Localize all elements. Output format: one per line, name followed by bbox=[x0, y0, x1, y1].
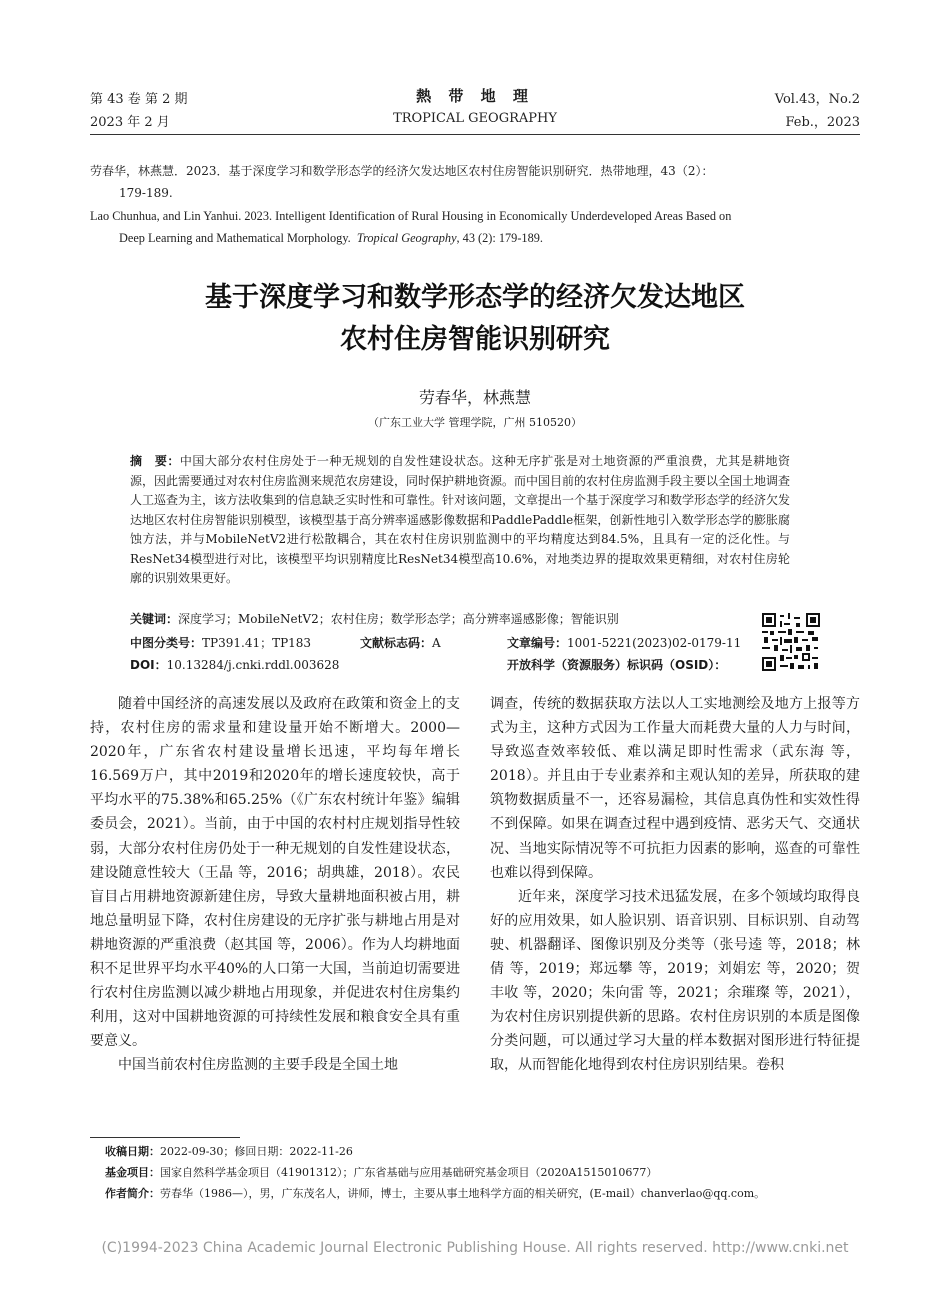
body-paragraph: 调查，传统的数据获取方法以人工实地测绘及地方上报等方式为主，这种方式因为工作量大而耗费大量的人力与时间，导致巡查效率较低、难以满足即时性需求（武东海 等，2018）。并且由于专业素养和主观认知的差异，所获取的建筑物数据质量不一，还容易漏检，其信息真伪性和实效性得不到保障。如果在调查过程中遇到疫情、恶劣天气、交通状况、当地实际情况等不可抗拒力因素的影响，巡查的可靠性也难以得到保障。 bbox=[490, 696, 860, 881]
citation-en-line1: Lao Chunhua, and Lin Yanhui. 2023. Intelligent Identification of Rural Housing in Economically Underdeveloped Areas Based on bbox=[90, 209, 732, 223]
issue-date-en: Feb.，2023 bbox=[785, 115, 860, 130]
fund-label: 基金项目： bbox=[105, 1166, 160, 1179]
keywords-text: 深度学习；MobileNetV2；农村住房；数学形态学；高分辨率遥感影像；智能识别 bbox=[178, 612, 619, 626]
clc-label: 中图分类号： bbox=[130, 636, 203, 650]
citation-zh-line1: 劳春华，林燕慧．2023．基于深度学习和数学形态学的经济欠发达地区农村住房智能识别研究．热带地理，43（2）： bbox=[90, 164, 714, 178]
copyright-notice: (C)1994-2023 China Academic Journal Electronic Publishing House. All rights reserved. http://www.cnki.net bbox=[101, 1240, 849, 1256]
body-paragraph: 中国当前农村住房监测的主要手段是全国土地 bbox=[118, 1057, 398, 1074]
footnote-fund bbox=[105, 1163, 865, 1183]
author-bio-label: 作者简介： bbox=[105, 1187, 160, 1200]
abstract bbox=[130, 452, 790, 589]
volume-issue-en: Vol.43，No.2 bbox=[774, 92, 860, 107]
volume-issue: 第 43 卷 第 2 期 bbox=[90, 92, 188, 107]
citation-zh-line2: 179-189. bbox=[119, 186, 173, 200]
paper-title-line2: 农村住房智能识别研究 bbox=[340, 324, 610, 355]
keywords-label: 关键词： bbox=[130, 612, 179, 626]
fund-text: 国家自然科学基金项目（41901312）；广东省基础与应用基础研究基金项目（2020A1515010677） bbox=[160, 1166, 658, 1179]
abstract-text: 中国大部分农村住房处于一种无规划的自发性建设状态。这种无序扩张是对土地资源的严重浪费，尤其是耕地资源，因此需要通过对农村住房监测来规范农房建设，同时保护耕地资源。而中国目前的农村住房监测手段主要以全国土地调查人工巡查为主，该方法收集到的信息缺乏实时性和可靠性。针对该问题，文章提出一个基于深度学习和数学形态学的经济欠发达地区农村住房智能识别模型，该模型基于高分辨率遥感影像数据和PaddlePaddle框架，创新性地引入数学形态学的膨胀腐蚀方法，并与MobileNetV2进行松散耦合，其在农村住房识别监测中的平均精度达到84.5%，且具有一定的泛化性。与ResNet34模型进行对比，该模型平均识别精度比ResNet34模型高10.6%，对地类边界的提取效果更精细，对农村住房轮廓的识别效果更好。 bbox=[130, 454, 791, 585]
doc-code-value: A bbox=[432, 636, 441, 650]
body-left-column bbox=[90, 692, 460, 1078]
article-number-label: 文章编号： bbox=[507, 636, 568, 650]
journal-name-cn: 熱 带 地 理 bbox=[416, 87, 534, 105]
received-label: 收稿日期： bbox=[105, 1145, 160, 1158]
body-right-column bbox=[490, 692, 860, 1078]
paper-title-line1: 基于深度学习和数学形态学的经济欠发达地区 bbox=[205, 282, 745, 313]
citation-en-title-end: Deep Learning and Mathematical Morphology. bbox=[119, 231, 351, 245]
abstract-label: 摘 要： bbox=[130, 454, 180, 468]
header-rule bbox=[90, 134, 860, 135]
doi-label: DOI： bbox=[130, 658, 167, 672]
journal-name-en: TROPICAL GEOGRAPHY bbox=[393, 111, 557, 126]
doc-code-label: 文献标志码： bbox=[360, 636, 433, 650]
author-bio-text: 劳春华（1986—），男，广东茂名人，讲师，博士，主要从事土地科学方面的相关研究，(E-mail）chanverlao@qq.com。 bbox=[160, 1187, 766, 1200]
article-number-value: 1001-5221(2023)02-0179-11 bbox=[567, 636, 742, 650]
qr-code-icon[interactable] bbox=[762, 613, 820, 671]
osid-label: 开放科学（资源服务）标识码（OSID）： bbox=[507, 658, 727, 672]
keywords bbox=[130, 610, 760, 630]
article-number bbox=[507, 634, 741, 654]
doc-code bbox=[360, 634, 441, 654]
clc-number bbox=[130, 634, 311, 654]
received-text: 2022-09-30；修回日期：2022-11-26 bbox=[160, 1145, 353, 1158]
footnote-received bbox=[105, 1142, 865, 1162]
clc-value: TP391.41；TP183 bbox=[202, 636, 312, 650]
citation-en-pages: , 43 (2): 179-189. bbox=[456, 231, 543, 245]
body-paragraph: 随着中国经济的高速发展以及政府在政策和资金上的支持，农村住房的需求量和建设量开始不断增大。2000—2020年，广东省农村建设量增长迅速，平均每年增长16.569万户，其中2019和2020年的增长速度较快，高于平均水平的75.38%和65.25%（《广东农村统计年鉴》编辑委员会，2021）。当前，由于中国的农村村庄规划指导性较弱，大部分农村住房仍处于一种无规划的自发性建设状态，建设随意性较大（王晶 等，2016；胡典雄，2018）。农民盲目占用耕地资源新建住房，导致大量耕地面积被占用，耕地总量明显下降，农村住房建设的无序扩张与耕地占用是对耕地资源的严重浪费（赵其国 等，2006）。作为人均耕地面积不足世界平均水平40%的人口第一大国，当前迫切需要进行农村住房监测以减少耕地占用现象，并促进农村住房集约利用，这对中国耕地资源的可持续性发展和粮食安全具有重要意义。 bbox=[90, 696, 460, 1050]
body-paragraph: 近年来，深度学习技术迅猛发展，在多个领域均取得良好的应用效果，如人脸识别、语音识别、目标识别、自动驾驶、机器翻译、图像识别及分类等（张号逵 等，2018；林倩 等，2019；郑远攀 等，2019；刘娟宏 等，2020；贺丰收 等，2020；朱向雷 等，2021；余璀璨 等，2021），为农村住房识别提供新的思路。农村住房识别的本质是图像分类问题，可以通过学习大量的样本数据对图形进行特征提取，从而智能化地得到农村住房识别结果。卷积 bbox=[490, 888, 860, 1074]
authors: 劳春华，林燕慧 bbox=[418, 388, 531, 407]
doi-value[interactable]: 10.13284/j.cnki.rddl.003628 bbox=[166, 658, 340, 672]
footnote-rule bbox=[90, 1137, 240, 1138]
issue-date: 2023 年 2 月 bbox=[90, 115, 170, 130]
citation-journal: Tropical Geography bbox=[356, 231, 457, 245]
affiliation: （广东工业大学 管理学院，广州 510520） bbox=[368, 416, 582, 429]
citation-en-line2 bbox=[119, 227, 543, 249]
footnote-author bbox=[105, 1184, 865, 1204]
doi[interactable] bbox=[130, 656, 339, 676]
